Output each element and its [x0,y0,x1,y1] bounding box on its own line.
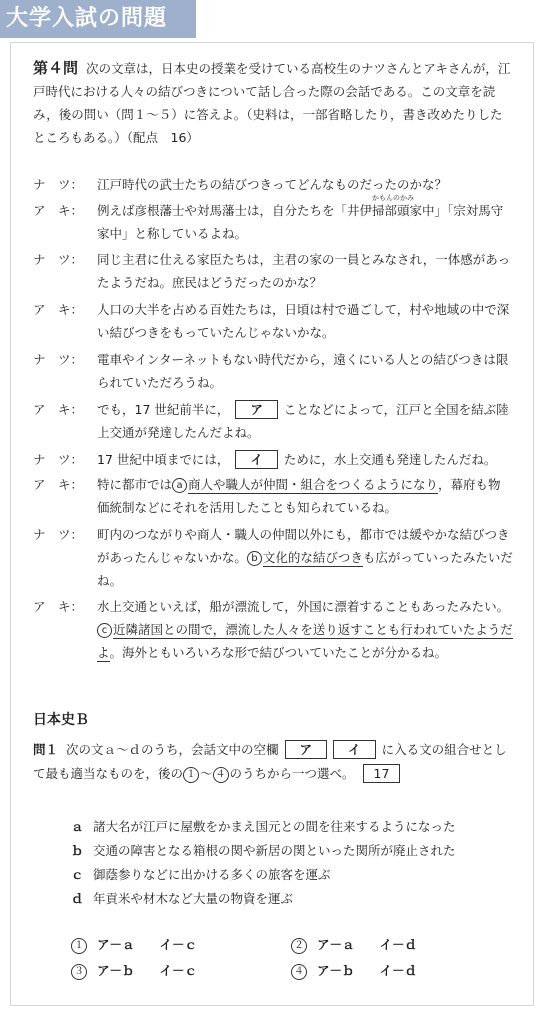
choice-key: ｂ [71,843,84,858]
choice-item: ｂ 交通の障害となる箱根の関や新居の関といった関所が廃止された [71,841,511,861]
range-start-number: １ [183,767,199,783]
choice-key: ｄ [71,891,84,906]
underline-marker-c: c [97,623,112,638]
answer-option[interactable]: ４ ア－ｂ イ－ｄ [291,961,417,981]
answer-number-box: 17 [363,764,401,783]
range-end-number: ４ [213,767,229,783]
speaker: ナ ツ： [33,452,84,467]
speaker: ナ ツ： [33,527,84,542]
option-number: ３ [71,964,87,980]
choice-key: ｃ [71,867,84,882]
intro-paragraph [33,57,513,149]
speaker: ア キ： [33,599,84,614]
choice-item: ｃ 御蔭参りなどに出かける多くの旅客を運ぶ [71,865,511,885]
choice-key: ａ [71,819,84,834]
answer-option[interactable]: ３ ア－ｂ イ－ｃ [71,961,197,981]
speaker: ア キ： [33,402,84,417]
answer-option[interactable]: １ ア－ａ イ－ｃ [71,935,197,955]
speaker: ナ ツ： [33,352,84,367]
dialogue-line: ア キ： 例えば彦根藩士や対馬藩士は，自分たちを「井伊 かもんのかみ 掃部頭家中」「宗対馬守家中」と称しているよね。 [33,194,504,241]
underline-marker-b: b [247,551,262,566]
question-card [10,42,534,1006]
dialogue-line: ナ ツ： 同じ主君に仕える家臣たちは，主君の家の一員とみなされ，一体感があったようだね。庶民はどうだったのかな？ [33,248,513,294]
dialogue-line: ナ ツ： 17 世紀中頃までには， イ ために，水上交通も発達したんだね。 [33,448,513,471]
option-number: １ [71,938,87,954]
choice-item: ａ 諸大名が江戸に屋敷をかまえ国元との間を往来するようになった [71,817,511,837]
dialogue-line: ナ ツ： 江戸時代の武士たちの結びつきってどんなものだったのかな？ [33,173,513,196]
section-title: 日本史Ｂ [33,712,89,728]
underlined-phrase: 近隣諸国との間で，漂流した人々を送り返すことも行われていたようだよ [97,622,513,660]
dialogue-line: ア キ： 水上交通といえば，船が漂流して，外国に漂着することもあったみたい。c 近隣諸国との間で，漂流した人々を送り返すことも行われていたようだよ。海外ともいろいろな形で結びついていたことが分かるね。 [33,595,513,664]
speaker: ナ ツ： [33,252,84,267]
blank-box-a: ア [235,400,278,419]
dialogue-line: ナ ツ： 町内のつながりや商人・職人の仲間以外にも，都市では緩やかな結びつきがあったんじゃないかな。 b 文化的な結びつきも広がっていったみたいだね。 [33,523,513,592]
question-1: 問１ 次の文ａ～ｄのうち，会話文中の空欄 ア イ に入る文の組合せとして最も適当なものを，後の １ ～ ４ のうちから一つ選べ。 17 [33,742,507,781]
blank-box-i: イ [333,740,376,759]
speaker: ナ ツ： [33,177,84,192]
blank-box-a: ア [285,740,328,759]
dialogue-line: ア キ： 人口の大半を占める百姓たちは，日頃は村で過ごして，村や地域の中で深い結びつきをもっていたんじゃないかな。 [33,298,513,344]
speaker: ア キ： [33,477,84,492]
blank-box-i: イ [235,450,278,469]
underlined-phrase: 商人や職人が仲間・組合をつくるようになり [188,477,439,492]
option-number: ４ [291,964,307,980]
speaker: ア キ： [33,203,84,218]
underlined-phrase: 文化的な結びつき [262,550,363,565]
choice-item: ｄ 年貢米や材木など大量の物資を運ぶ [71,889,511,909]
intro-text: 次の文章は，日本史の授業を受けている高校生のナツさんとアキさんが，江戸時代における人々の結びつきについて話し合った際の会話である。この文章を読み，後の問い（問１～５）に答えよ。（史料は，一部省略したり，書き改めたりしたところもある。）（配点 16） [33,61,511,145]
dialogue-line: ア キ： でも，17 世紀前半に， ア ことなどによって，江戸と全国を結ぶ陸上交通が発達したんだよね。 [33,398,513,444]
dialogue-line: ナ ツ： 電車やインターネットもない時代だから，遠くにいる人との結びつきは限られていただろうね。 [33,348,513,394]
speaker: ア キ： [33,302,84,317]
underline-marker-a: a [172,478,187,493]
ruby-word: かもんのかみ 掃部 [372,194,415,218]
answer-option[interactable]: ２ ア－ａ イ－ｄ [291,935,417,955]
option-number: ２ [291,938,307,954]
page-header-title: 大学入試の問題 [0,0,196,38]
question-number: 第４問 [33,59,79,77]
dialogue-line: ア キ： 特に都市では a 商人や職人が仲間・組合をつくるようになり，幕府も物価統制などにそれを活用したことも知られているね。 [33,473,513,519]
question-1-label: 問１ [33,742,59,757]
